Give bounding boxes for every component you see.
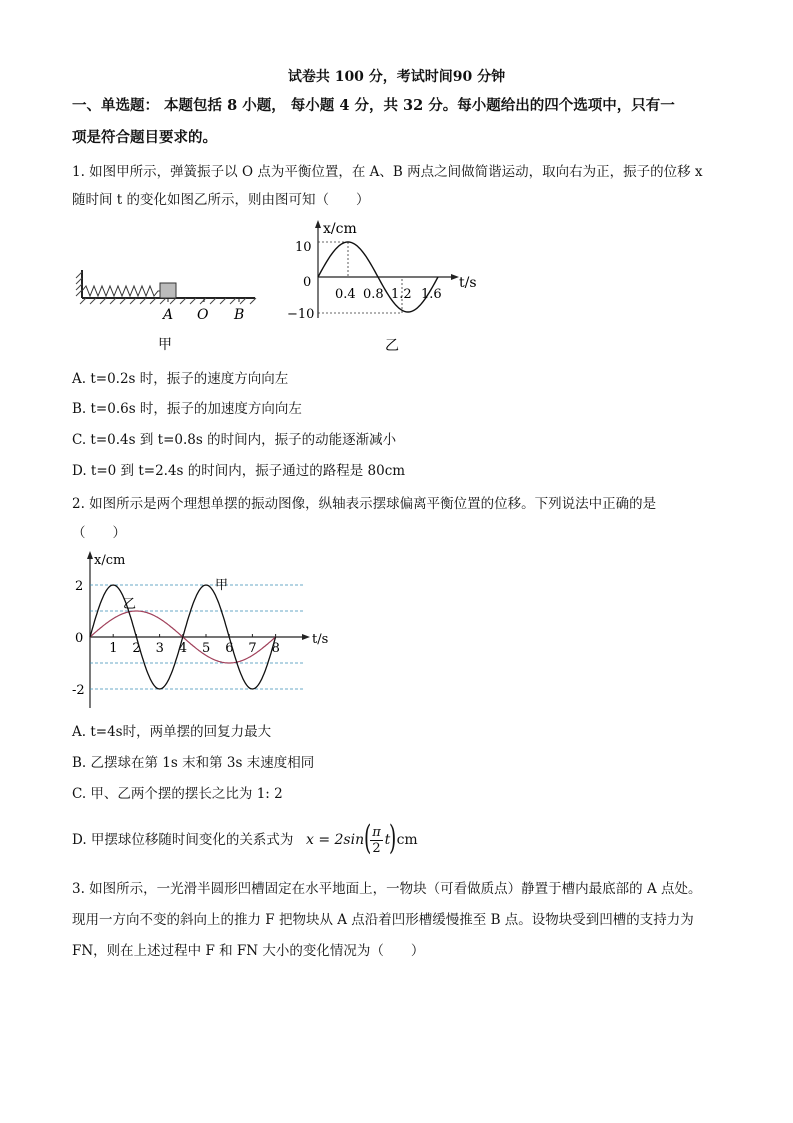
- page-title: 试卷共 100 分，考试时间90 分钟: [287, 69, 506, 85]
- section-heading-line1: 一、单选题： 本题包括 8 小题， 每小题 4 分，共 32 分。每小题给出的四个选项中，只有一: [72, 97, 675, 114]
- q2-series-label-yi: 乙: [123, 597, 137, 612]
- q1-y-axis-label: x/cm: [323, 221, 357, 237]
- q2-formula-var: t: [384, 832, 391, 848]
- section-heading-line2: 项是符合题目要求的。: [72, 129, 217, 146]
- q3-stem-line3: FN，则在上述过程中 F 和 FN 大小的变化情况为（ ）: [72, 943, 425, 959]
- q2-option-c: C. 甲、乙两个摆的摆长之比为 1: 2: [72, 786, 283, 802]
- q2-ytick-neg2: -2: [72, 683, 85, 698]
- q2-xtick-label: 3: [155, 641, 164, 656]
- q1-ytick-10: 10: [295, 240, 312, 255]
- q2-formula-numerator: π: [372, 824, 381, 840]
- q2-xtick-label: 4: [178, 641, 188, 656]
- q1-figure-jia: [70, 262, 270, 357]
- q2-xtick-label: 8: [271, 641, 280, 656]
- q2-formula-unit: cm: [396, 832, 418, 848]
- q2-xtick-label: 5: [202, 641, 211, 656]
- q2-formula-denominator: 2: [372, 840, 381, 856]
- q1-stem-line2: 随时间 t 的变化如图乙所示，则由图可知（ ）: [72, 192, 370, 208]
- caption-yi: 乙: [385, 338, 399, 354]
- label-a: A: [163, 307, 174, 323]
- q2-formula-lhs: x = 2sin: [306, 832, 365, 848]
- label-b: B: [234, 307, 245, 323]
- q2-y-axis-label: x/cm: [94, 553, 126, 568]
- q2-option-a: A. t=4s时，两单摆的回复力最大: [72, 724, 272, 740]
- q2-x-axis-label: t/s: [312, 632, 329, 647]
- q2-xtick-label: 7: [248, 641, 257, 656]
- q2-xtick-label: 1: [109, 641, 118, 656]
- q1-xtick-1.2: 1.2: [391, 287, 412, 302]
- caption-jia: 甲: [158, 337, 172, 353]
- q2-option-b: B. 乙摆球在第 1s 末和第 3s 末速度相同: [72, 755, 315, 771]
- q2-option-d: D. 甲摆球位移随时间变化的关系式为: [72, 832, 294, 848]
- q2-stem-line1: 2. 如图所示是两个理想单摆的振动图像，纵轴表示摆球偏离平衡位置的位移。下列说法中正确的是: [72, 496, 657, 512]
- q2-stem-line2: （ ）: [72, 525, 126, 541]
- q2-formula: x = 2sin ( $\frac{\pi}{2}$ t ) cm: [306, 818, 418, 858]
- q2-xtick-label: 6: [225, 641, 234, 656]
- q2-figure: [70, 548, 340, 712]
- q1-ytick-neg10: −10: [287, 307, 315, 322]
- q1-option-d: D. t=0 到 t=2.4s 的时间内，振子通过的路程是 80cm: [72, 463, 406, 479]
- q1-option-c: C. t=0.4s 到 t=0.8s 的时间内，振子的动能逐渐减小: [72, 432, 397, 448]
- q1-xtick-1.6: 1.6: [421, 287, 442, 302]
- q1-ytick-0: 0: [303, 275, 312, 290]
- label-o: O: [197, 307, 209, 323]
- q1-option-a: A. t=0.2s 时，振子的速度方向向左: [72, 371, 289, 387]
- q2-ytick-2: 2: [75, 579, 84, 594]
- q1-option-b: B. t=0.6s 时，振子的加速度方向向左: [72, 401, 302, 417]
- q1-x-axis-label: t/s: [459, 275, 477, 291]
- q2-ytick-0: 0: [75, 631, 84, 646]
- q1-xtick-0.8: 0.8: [363, 287, 384, 302]
- q1-figure-yi: [285, 218, 485, 358]
- q2-series-label-jia: 甲: [215, 578, 229, 593]
- q3-stem-line2: 现用一方向不变的斜向上的推力 F 把物块从 A 点沿着凹形槽缓慢推至 B 点。设物块受到凹槽的支持力为: [72, 912, 694, 928]
- q1-stem-line1: 1. 如图甲所示，弹簧振子以 O 点为平衡位置，在 A、B 两点之间做简谐运动，取向右为正，振子的位移 x: [72, 164, 703, 180]
- q1-xtick-0.4: 0.4: [335, 287, 356, 302]
- q3-stem-line1: 3. 如图所示，一光滑半圆形凹槽固定在水平地面上，一物块（可看做质点）静置于槽内最底部的 A 点处。: [72, 881, 702, 897]
- q2-xtick-label: 2: [132, 641, 141, 656]
